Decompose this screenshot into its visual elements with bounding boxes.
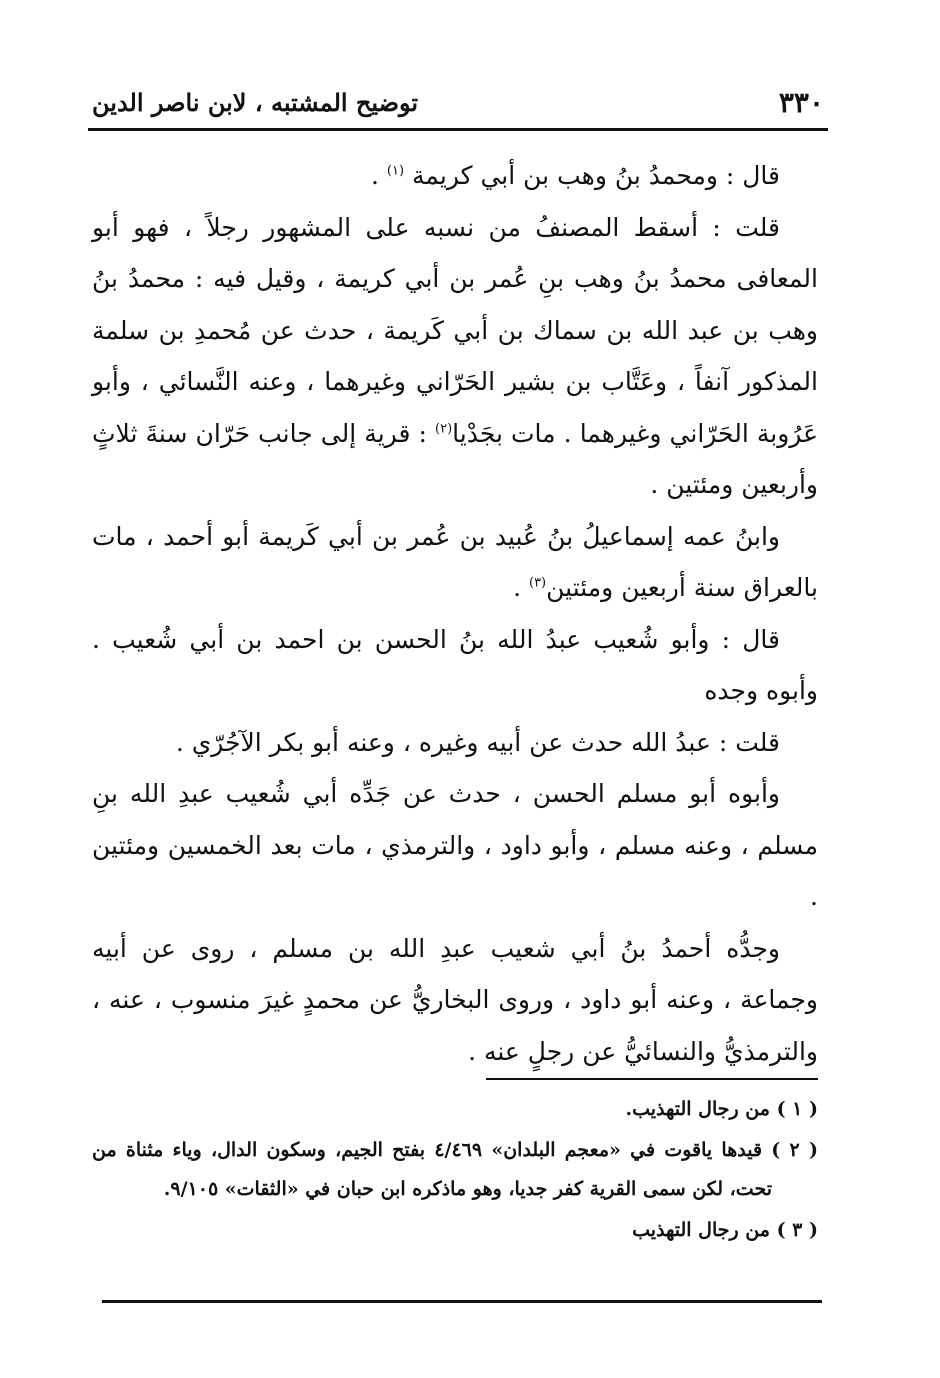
page-number: ٣٣٠ [778,86,824,119]
paragraph: وابنُ عمه إسماعيلُ بنُ عُبيد بن عُمر بن أبي كَريمة أبو أحمد ، مات بالعراق سنة أربعين ومئتين$^{(٣)}$ . [92,521,818,602]
footnote-number: ( ١ ) [776,1098,818,1120]
header-rule [88,128,828,131]
footnote [92,1131,818,1209]
main-text [92,150,818,1077]
footnotes [92,1090,818,1252]
running-title: توضيح المشتبه ، لابن ناصر الدين [92,88,419,117]
paragraph: قال : وأبو شُعيب عبدُ الله بنُ الحسن بن احمد بن أبي شُعيب . وأبوه وجده [92,624,818,705]
footnote [92,1211,818,1250]
page-header [92,82,824,122]
paragraph: وجدُّه أحمدُ بنُ أبي شعيب عبدِ الله بن مسلم ، روى عن أبيه وجماعة ، وعنه أبو داود ، وروى البخاريُّ عن محمدٍ غيرَ منسوب ، عنه ، والترمذيُّ والنسائيُّ عن رجلٍ عنه . [92,933,818,1066]
footnote-number: ( ٢ ) [771,1139,819,1161]
paragraph: وأبوه أبو مسلم الحسن ، حدث عن جَدِّه أبي شُعيب عبدِ الله بنِ مسلم ، وعنه مسلم ، وأبو داود ، والترمذي ، مات بعد الخمسين ومئتين . [92,779,818,911]
paragraph: قلت : أسقط المصنفُ من نسبه على المشهور رجلاً ، فهو أبو المعافى محمدُ بنُ وهب بنِ عُمر بن أبي كريمة ، وقيل فيه : محمدُ بنُ وهب بن عبد الله بن سماك بن أبي كَريمة ، حدث عن مُحمدِ بن سلمة المذكور آنفاً ، وعَتَّاب بن بشير الحَرّاني وغيرهما ، وعنه النَّسائي ، وأبو عَرُوبة الحَرّاني وغيرهما . مات بجَدْيا$^{(٢)}$ : قرية إلى جانب حَرّان سنةَ ثلاثٍ وأربعين ومئتين . [92,212,818,499]
footnote-ref: (١) [386,163,405,179]
bottom-rule [102,1300,822,1303]
footnote [92,1090,818,1129]
footnote-number: ( ٣ ) [776,1219,818,1241]
paragraph: قال : ومحمدُ بنُ وهب بن أبي كريمة $^{(١)}$ . [371,161,780,190]
footnote-text: قيدها ياقوت في «معجم البلدان» ٤/٤٦٩ بفتح الجيم، وسكون الدال، وياء مثناة من تحت، لكن سمى القرية كفر جديا، وهو ماذكره ابن حبان في «الثقات» ٩/١٠٥. [92,1139,772,1200]
footnote-ref: (٣) [528,575,547,591]
paragraph: قلت : عبدُ الله حدث عن أبيه وغيره ، وعنه أبو بكر الآجُرّي . [175,727,780,757]
footnote-text: من رجال التهذيب [632,1219,770,1241]
footnote-separator [486,1078,818,1080]
footnote-text: من رجال التهذيب. [625,1098,770,1120]
footnote-ref: (٢) [435,421,453,437]
